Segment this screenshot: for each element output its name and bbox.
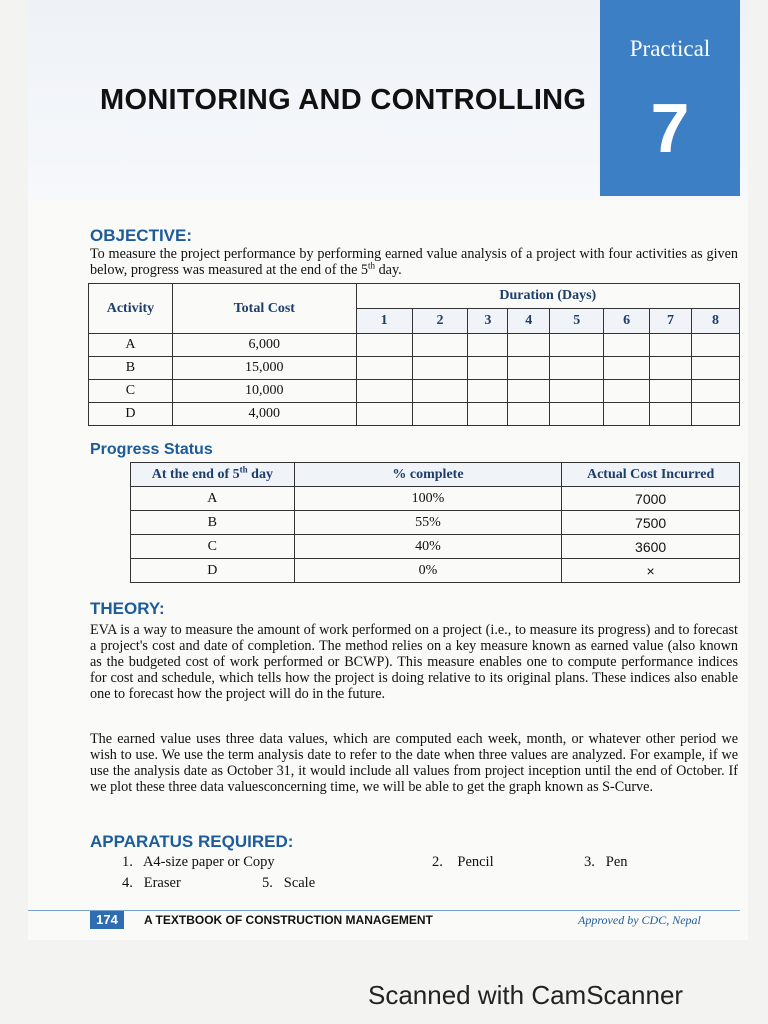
percent-cell: 40% xyxy=(294,535,562,559)
day-cell xyxy=(508,380,550,403)
item-number: 5. xyxy=(262,875,273,891)
day-cell xyxy=(468,334,508,357)
day-cell xyxy=(356,334,412,357)
activity-cell: A xyxy=(131,487,295,511)
end-of-day-tail: day xyxy=(247,466,273,482)
activity-cell: B xyxy=(131,511,295,535)
activity-cell: A xyxy=(89,334,173,357)
activity-cell: C xyxy=(131,535,295,559)
item-number: 3. xyxy=(584,854,595,870)
actual-cost-cell: 3600 xyxy=(562,535,740,559)
actual-cost-cell: 7000 xyxy=(562,487,740,511)
theory-heading: THEORY: xyxy=(90,599,165,618)
item-number: 2. xyxy=(432,854,443,870)
day-cell xyxy=(468,380,508,403)
table-row xyxy=(131,559,740,583)
table-row xyxy=(89,403,740,426)
cost-cell: 15,000 xyxy=(172,357,356,380)
item-label: A4-size paper or Copy xyxy=(142,854,275,870)
percent-cell: 0% xyxy=(294,559,562,583)
day-cell xyxy=(692,334,740,357)
activity-header: Activity xyxy=(89,284,173,334)
percent-complete-header: % complete xyxy=(294,463,562,487)
percent-cell: 55% xyxy=(294,511,562,535)
day-cell xyxy=(508,334,550,357)
day-header: 6 xyxy=(604,309,650,334)
item-label: Pen xyxy=(605,854,628,870)
objective-text-sup: th xyxy=(368,260,376,271)
book-title: A TEXTBOOK OF CONSTRUCTION MANAGEMENT xyxy=(144,913,433,927)
apparatus-heading: APPARATUS REQUIRED: xyxy=(90,832,294,851)
duration-table xyxy=(88,283,740,426)
day-cell xyxy=(650,403,692,426)
apparatus-item xyxy=(262,875,315,892)
activity-cell: C xyxy=(89,380,173,403)
table-row xyxy=(131,511,740,535)
total-cost-header: Total Cost xyxy=(172,284,356,334)
day-cell xyxy=(550,403,604,426)
table-row xyxy=(89,380,740,403)
cost-cell: 10,000 xyxy=(172,380,356,403)
table-row xyxy=(131,535,740,559)
day-cell xyxy=(550,380,604,403)
item-label: Scale xyxy=(283,875,316,891)
actual-cost-cell: × xyxy=(562,559,740,583)
objective-text xyxy=(90,246,738,278)
day-cell xyxy=(604,334,650,357)
activity-cell: D xyxy=(131,559,295,583)
table-row xyxy=(131,487,740,511)
day-cell xyxy=(550,357,604,380)
objective-text-main: To measure the project performance by performing earned value analysis of a project with four activities as given below, progress was measured at the end of the 5 xyxy=(90,246,738,278)
day-cell xyxy=(650,380,692,403)
table-row xyxy=(89,334,740,357)
day-cell xyxy=(356,403,412,426)
day-cell xyxy=(412,403,468,426)
end-of-day-sup: th xyxy=(239,463,248,474)
day-header: 8 xyxy=(692,309,740,334)
day-cell xyxy=(356,357,412,380)
day-cell xyxy=(550,334,604,357)
apparatus-item xyxy=(584,854,628,871)
item-number: 1. xyxy=(122,854,133,870)
day-cell xyxy=(604,403,650,426)
day-cell xyxy=(604,357,650,380)
progress-table xyxy=(130,462,740,583)
day-header: 7 xyxy=(650,309,692,334)
day-header: 3 xyxy=(468,309,508,334)
table-row xyxy=(89,357,740,380)
objective-heading: OBJECTIVE: xyxy=(90,226,193,245)
cost-cell: 4,000 xyxy=(172,403,356,426)
activity-cell: B xyxy=(89,357,173,380)
item-label: Pencil xyxy=(457,854,494,870)
day-cell xyxy=(412,380,468,403)
day-cell xyxy=(650,357,692,380)
day-header: 4 xyxy=(508,309,550,334)
activity-cell: D xyxy=(89,403,173,426)
day-header: 1 xyxy=(356,309,412,334)
day-header: 5 xyxy=(550,309,604,334)
practical-number: 7 xyxy=(650,89,690,167)
end-of-day-text: At the end of 5 xyxy=(151,466,240,482)
page-title: MONITORING AND CONTROLLING xyxy=(100,84,587,116)
cost-cell: 6,000 xyxy=(172,334,356,357)
day-cell xyxy=(604,380,650,403)
day-header: 2 xyxy=(412,309,468,334)
apparatus-item xyxy=(122,854,275,871)
objective-text-end: day. xyxy=(375,262,402,278)
day-cell xyxy=(692,380,740,403)
day-cell xyxy=(650,334,692,357)
day-cell xyxy=(468,357,508,380)
day-cell xyxy=(508,357,550,380)
actual-cost-header: Actual Cost Incurred xyxy=(562,463,740,487)
progress-heading: Progress Status xyxy=(90,441,213,458)
apparatus-item xyxy=(122,875,181,892)
page-number: 174 xyxy=(90,911,124,929)
approved-label: Approved by CDC, Nepal xyxy=(578,913,701,927)
day-cell xyxy=(508,403,550,426)
day-cell xyxy=(692,403,740,426)
item-label: Eraser xyxy=(143,875,181,891)
apparatus-item xyxy=(432,854,494,871)
day-cell xyxy=(692,357,740,380)
day-cell xyxy=(356,380,412,403)
actual-cost-cell: 7500 xyxy=(562,511,740,535)
scanner-watermark: Scanned with CamScanner xyxy=(368,980,684,1010)
practical-label: Practical xyxy=(629,36,711,61)
day-cell xyxy=(412,334,468,357)
theory-paragraph-1: EVA is a way to measure the amount of work performed on a project (i.e., to measure its progress) and to forecast a project's cost and date of completion. The method relies on a key measure known as earned value (also known as the budgeted cost of work performed or BCWP). This measure enables one to compute performance indices for cost and schedule, which tells how the project is doing relative to its original plans. These indices also enable one to forecast how the project will do in the future. xyxy=(90,622,738,702)
progress-header-row xyxy=(131,463,740,487)
theory-paragraph-2: The earned value uses three data values, which are computed each week, month, or whatever other period we wish to use. We use the term analysis date to refer to the date when three values are analyzed. For example, if we use the analysis date as October 31, it would include all values from project inception until the end of October. If we plot these three data valuesconcerning time, we will be able to get the graph known as S-Curve. xyxy=(90,731,738,795)
percent-cell: 100% xyxy=(294,487,562,511)
day-cell xyxy=(468,403,508,426)
item-number: 4. xyxy=(122,875,133,891)
day-cell xyxy=(412,357,468,380)
duration-header: Duration (Days) xyxy=(356,284,739,309)
end-of-day-header xyxy=(131,463,295,487)
practical-badge xyxy=(600,0,740,196)
